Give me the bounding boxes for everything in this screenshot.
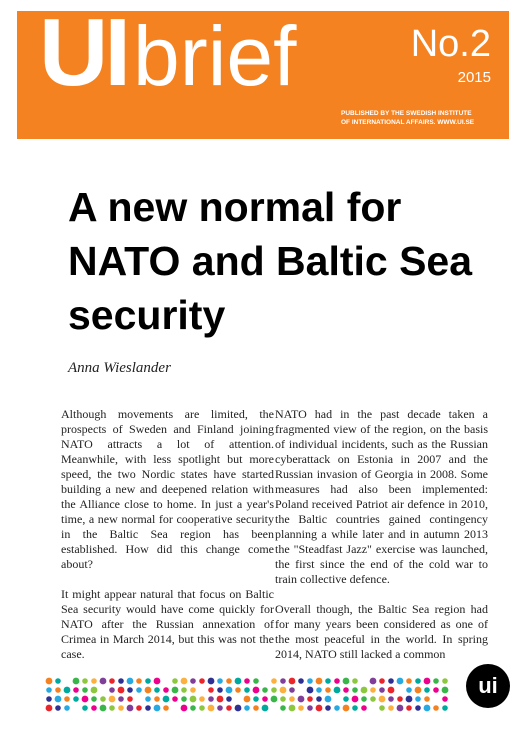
decorative-dot (235, 678, 242, 685)
decorative-dot (298, 705, 304, 711)
issue-number: No.2 (410, 23, 491, 65)
decorative-dot (379, 705, 385, 711)
decorative-dot-strip (45, 677, 450, 717)
decorative-dot (442, 687, 449, 694)
decorative-dot (154, 687, 160, 693)
decorative-dot (181, 696, 187, 702)
publisher-line-1: PUBLISHED BY THE SWEDISH INSTITUTE (341, 110, 472, 117)
decorative-dot (46, 696, 52, 702)
decorative-dot (91, 687, 98, 694)
decorative-dot (334, 687, 341, 694)
decorative-dot (226, 705, 232, 711)
article-author: Anna Wieslander (68, 360, 171, 376)
decorative-dot (379, 687, 385, 693)
decorative-dot (253, 687, 260, 694)
decorative-dot (199, 705, 205, 711)
decorative-dot (55, 705, 61, 711)
decorative-dot (55, 678, 61, 684)
decorative-dot (271, 696, 278, 703)
decorative-dot (253, 696, 259, 702)
decorative-dot (154, 678, 161, 685)
decorative-dot (64, 696, 70, 702)
decorative-dot (127, 705, 134, 712)
decorative-dot (73, 696, 79, 702)
ui-badge-logo: ui (466, 664, 510, 708)
decorative-dot (208, 678, 215, 685)
decorative-dot (379, 678, 385, 684)
decorative-dot (190, 687, 196, 693)
decorative-dot (163, 687, 169, 693)
decorative-dot (370, 696, 376, 702)
decorative-dot (91, 678, 97, 684)
decorative-dot (289, 705, 296, 712)
decorative-dot (280, 687, 287, 694)
decorative-dot (361, 705, 367, 711)
decorative-dot (46, 678, 53, 685)
decorative-dot (253, 705, 259, 711)
decorative-dot (289, 678, 296, 685)
publisher-line-2: OF INTERNATIONAL AFFAIRS. WWW.UI.SE (341, 119, 475, 127)
decorative-dot (118, 687, 125, 694)
publisher-note (341, 109, 491, 128)
decorative-dot (154, 705, 161, 712)
decorative-dot (433, 678, 439, 684)
decorative-dot (307, 705, 313, 711)
decorative-dot (109, 696, 116, 703)
decorative-dot (109, 687, 115, 693)
decorative-dot (379, 696, 386, 703)
decorative-dot (181, 687, 187, 693)
body-paragraph: It might appear natural that focus on Baltic Sea security would have come quickly for NATO after the Russian annexation of Crimea in March 2014, but this was not the case. (61, 587, 274, 661)
decorative-dot (262, 696, 268, 702)
decorative-dot (244, 705, 250, 711)
decorative-dot (406, 678, 412, 684)
decorative-dot (208, 687, 214, 693)
decorative-dot (307, 696, 313, 702)
decorative-dot (316, 705, 323, 712)
decorative-dot (145, 678, 151, 684)
decorative-dot (424, 705, 431, 712)
decorative-dot (217, 687, 223, 693)
decorative-dot (199, 696, 205, 702)
ui-brief-logo (39, 0, 297, 106)
decorative-dot (109, 705, 115, 711)
decorative-dot (343, 705, 350, 712)
decorative-dot (118, 696, 124, 702)
decorative-dot (244, 678, 250, 684)
decorative-dot (280, 678, 286, 684)
decorative-dot (271, 687, 277, 693)
decorative-dot (433, 687, 439, 693)
decorative-dot (73, 678, 80, 685)
decorative-dot (316, 696, 322, 702)
decorative-dot (433, 705, 439, 711)
decorative-dot (370, 687, 376, 693)
decorative-dot (415, 678, 421, 684)
decorative-dot (244, 696, 251, 703)
decorative-dot (424, 696, 430, 702)
body-paragraph: Although movements are limited, the prospects of Sweden and Finland joining NATO attracts a lot of attention. Meanwhile, with less spotlight but more speed, the two Nordic states have started building a new and deepened relation with the Alliance close to home. In just a year's time, a new normal for cooperative security in the Baltic Sea region has been established. How did this change come about? (61, 407, 274, 571)
decorative-dot (226, 696, 232, 702)
decorative-dot (190, 705, 196, 711)
decorative-dot (307, 678, 313, 684)
decorative-dot (415, 705, 421, 711)
decorative-dot (388, 705, 394, 711)
decorative-dot (406, 687, 412, 693)
decorative-dot (91, 705, 97, 711)
decorative-dot (361, 696, 367, 702)
decorative-dot (325, 696, 332, 703)
decorative-dot (199, 678, 205, 684)
decorative-dot (244, 687, 250, 693)
decorative-dot (397, 705, 404, 712)
decorative-dot (172, 687, 179, 694)
decorative-dot (334, 678, 340, 684)
decorative-dot (127, 696, 133, 702)
decorative-dot (325, 687, 331, 693)
decorative-dot (415, 687, 422, 694)
decorative-dot (235, 705, 242, 712)
decorative-dot (100, 705, 107, 712)
decorative-dot (136, 678, 142, 684)
decorative-dot (352, 687, 358, 693)
decorative-dot (82, 678, 88, 684)
decorative-dot (442, 705, 448, 711)
decorative-dot (262, 705, 269, 712)
decorative-dot (163, 696, 170, 703)
decorative-dot (82, 705, 88, 711)
decorative-dot (343, 687, 349, 693)
decorative-dot (226, 687, 233, 694)
decorative-dot (190, 696, 197, 703)
decorative-dot (406, 705, 412, 711)
decorative-dot (397, 678, 404, 685)
decorative-dot (109, 678, 115, 684)
decorative-dot (361, 687, 368, 694)
decorative-dot (262, 687, 268, 693)
decorative-dot (127, 678, 134, 685)
decorative-dot (208, 705, 215, 712)
issue-year: 2015 (457, 69, 491, 86)
decorative-dot (316, 687, 322, 693)
decorative-dot (352, 705, 358, 711)
decorative-dot (118, 705, 124, 711)
decorative-dot (442, 696, 448, 702)
decorative-dot (298, 678, 304, 684)
decorative-dot (100, 678, 107, 685)
decorative-dot (271, 678, 277, 684)
body-paragraph: NATO had in the past decade taken a fragmented view of the region, on the basis of individual incidents, such as the Russian cyberattack on Estonia in 2007 and the Russian invasion of Georgia in 2008. Some measures had also been implemented: Poland received Patriot air defence in 2010, the Baltic countries gained contingency planning a while later and in autumn 2013 the "Steadfast Jazz" exercise was launched, the first since the end of the cold war to train collective defence. (275, 407, 488, 586)
decorative-dot (334, 705, 340, 711)
decorative-dot (190, 678, 196, 684)
body-column-left (61, 407, 274, 677)
decorative-dot (289, 687, 295, 693)
decorative-dot (145, 687, 152, 694)
decorative-dot (298, 696, 305, 703)
decorative-dot (370, 678, 377, 685)
decorative-dot (136, 687, 142, 693)
decorative-dot (343, 678, 350, 685)
decorative-dot (136, 705, 142, 711)
decorative-dot (217, 705, 223, 711)
decorative-dot (397, 696, 403, 702)
decorative-dot (181, 705, 188, 712)
decorative-dot (253, 678, 259, 684)
decorative-dot (46, 705, 53, 712)
decorative-dot (172, 678, 178, 684)
decorative-dot (280, 705, 286, 711)
decorative-dot (100, 696, 106, 702)
decorative-dot (325, 678, 331, 684)
decorative-dot (235, 687, 241, 693)
decorative-dot (127, 687, 133, 693)
article-title: A new normal for NATO and Baltic Sea security (68, 184, 473, 338)
decorative-dot (424, 678, 431, 685)
decorative-dot (73, 687, 79, 693)
decorative-dot (118, 678, 124, 684)
decorative-dot (217, 696, 224, 703)
decorative-dot (442, 678, 448, 684)
decorative-dot (64, 705, 70, 711)
decorative-dot (217, 678, 223, 684)
decorative-dot (172, 696, 178, 702)
decorative-dot (325, 705, 331, 711)
decorative-dot (55, 687, 61, 693)
decorative-dot (163, 705, 169, 711)
decorative-dot (406, 696, 413, 703)
decorative-dot (388, 678, 394, 684)
decorative-dot (316, 678, 323, 685)
decorative-dot (343, 696, 349, 702)
body-paragraph: Overall though, the Baltic Sea region had for many years been considered as one of the most peaceful in the world. In spring 2014, NATO still lacked a common (275, 602, 488, 661)
brief-header-banner (17, 0, 509, 139)
decorative-dot (154, 696, 160, 702)
decorative-dot (181, 678, 188, 685)
decorative-dot (280, 696, 286, 702)
decorative-dot (388, 687, 395, 694)
decorative-dot (145, 705, 151, 711)
decorative-dot (64, 687, 71, 694)
decorative-dot (415, 696, 421, 702)
logo-ui-text: UI (39, 0, 127, 106)
decorative-dot (55, 696, 62, 703)
decorative-dot (82, 696, 89, 703)
body-column-right (275, 407, 488, 677)
decorative-dot (82, 687, 88, 693)
decorative-dot (388, 696, 394, 702)
decorative-dot (352, 696, 359, 703)
decorative-dot (208, 696, 214, 702)
decorative-dot (46, 687, 52, 693)
decorative-dot (424, 687, 430, 693)
logo-brief-text: brief (133, 9, 297, 103)
decorative-dot (145, 696, 151, 702)
decorative-dot (91, 696, 97, 702)
decorative-dot (226, 678, 232, 684)
decorative-dot (289, 696, 295, 702)
decorative-dot (307, 687, 314, 694)
decorative-dot (352, 678, 358, 684)
